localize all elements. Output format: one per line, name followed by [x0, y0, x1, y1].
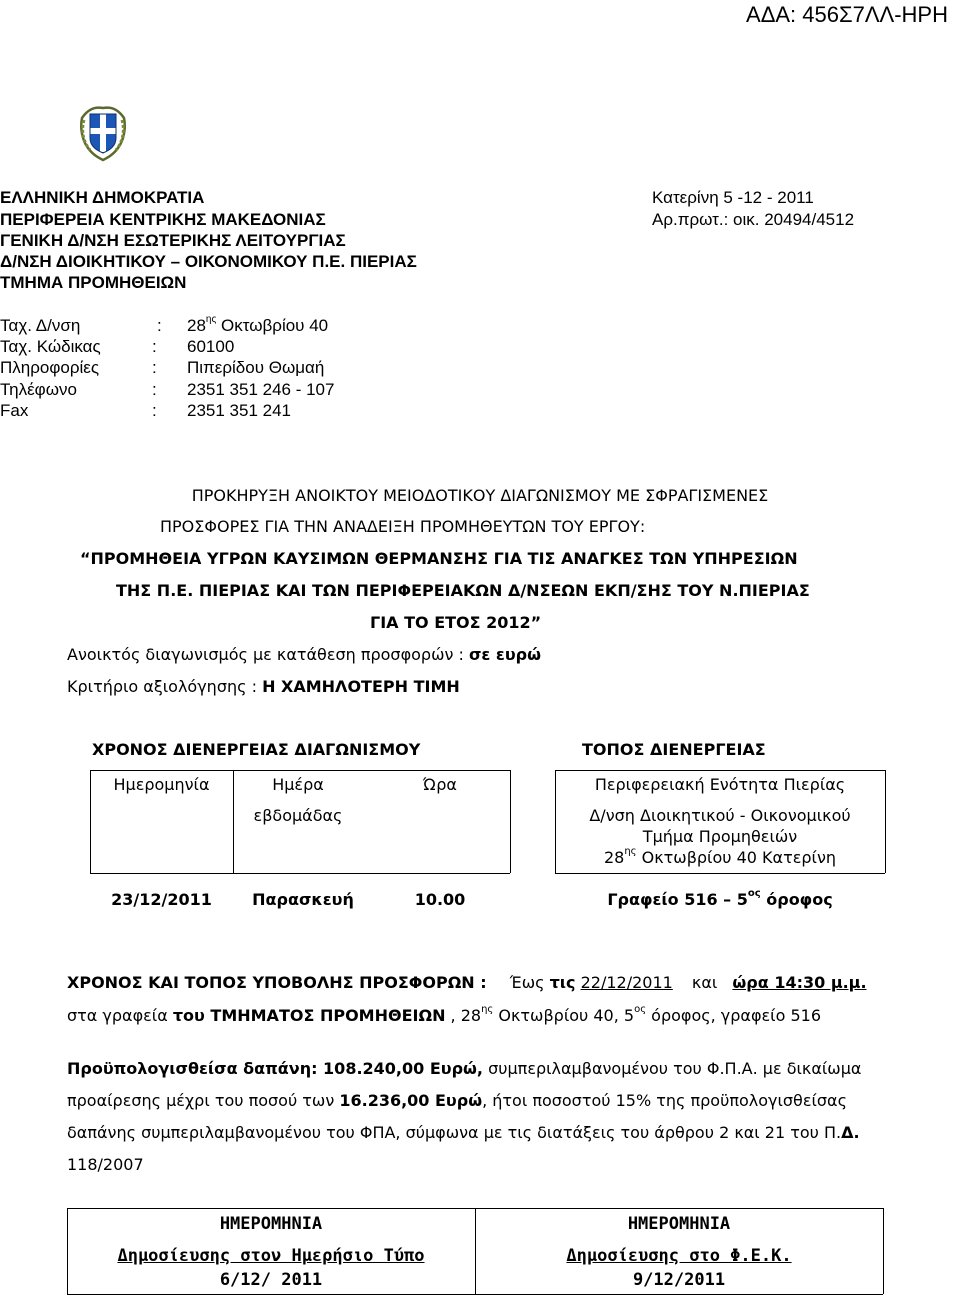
contact-sep: : [157, 316, 162, 335]
time-heading: ΧΡΟΝΟΣ ΔΙΕΝΕΡΓΕΙΑΣ ΔΙΑΓΩΝΙΣΜΟΥ [92, 740, 421, 759]
contact-value: 2351 351 241 [187, 401, 291, 420]
announcement-line-5: ΓΙΑ ΤΟ ΕΤΟΣ 2012” [370, 613, 542, 632]
budget-line-4: 118/2007 [67, 1155, 144, 1174]
contact-label: Ταχ. Δ/νση [0, 316, 81, 335]
place-line-3: Τμήμα Προμηθειών [642, 827, 798, 846]
contact-label: Fax [0, 401, 29, 420]
ada-number: ΑΔΑ: 456Σ7ΛΛ-ΗΡΗ [746, 2, 948, 27]
publication-heading-right: ΗΜΕΡΟΜΗΝΙΑ [627, 1214, 731, 1234]
contact-value: $28^{\eta\varsigma}$ Οκτωβρίου 40 [187, 314, 329, 335]
place-heading: ΤΟΠΟΣ ΔΙΕΝΕΡΓΕΙΑΣ [582, 740, 766, 759]
tender-day: Παρασκευή [252, 890, 354, 909]
place-line-4: $28^{\eta\varsigma}$ Οκτωβρίου 40 Κατερίνη [603, 846, 837, 867]
publication-date-fek: 9/12/2011 [632, 1270, 726, 1290]
announcement-line-2: ΠΡΟΣΦΟΡΕΣ ΓΙΑ ΤΗΝ ΑΝΑΔΕΙΞΗ ΠΡΟΜΗΘΕΥΤΩΝ ΤΟΥ ΕΡΓΟΥ: [160, 517, 646, 536]
submission-line-1: ΧΡΟΝΟΣ ΚΑΙ ΤΟΠΟΣ ΥΠΟΒΟΛΗΣ ΠΡΟΣΦΟΡΩΝ : Έως τις 22/12/2011 και ώρα 14:30 μ.μ. [67, 973, 867, 992]
col-day-header-1: Ημέρα [272, 775, 324, 794]
contact-sep: : [152, 401, 157, 420]
col-day-header-2: εβδομάδας [253, 806, 343, 825]
announcement-line-1: ΠΡΟΚΗΡΥΞΗ ΑΝΟΙΚΤΟΥ ΜΕΙΟΔΟΤΙΚΟΥ ΔΙΑΓΩΝΙΣΜΟΥ ΜΕ ΣΦΡΑΓΙΣΜΕΝΕΣ [191, 486, 769, 505]
org-line-5: ΤΜΗΜΑ ΠΡΟΜΗΘΕΙΩΝ [0, 273, 187, 292]
tender-date: 23/12/2011 [111, 890, 212, 909]
place-line-2: Δ/νση Διοικητικού - Οικονομικού [589, 806, 851, 825]
publication-heading-left: ΗΜΕΡΟΜΗΝΙΑ [219, 1214, 323, 1234]
col-date-header: Ημερομηνία [113, 775, 210, 794]
contact-label: Πληροφορίες [0, 358, 100, 377]
protocol-number: Αρ.πρωτ.: οικ. 20494/4512 [652, 210, 855, 229]
publication-date-press: 6/12/ 2011 [219, 1270, 323, 1290]
contact-label: Τηλέφωνο [0, 380, 77, 399]
announcement-line-4: ΤΗΣ Π.Ε. ΠΙΕΡΙΑΣ ΚΑΙ ΤΩΝ ΠΕΡΙΦΕΡΕΙΑΚΩΝ Δ/ΝΣΕΩΝ ΕΚΠ/ΣΗΣ ΤΟΥ Ν.ΠΙΕΡΙΑΣ [116, 581, 810, 600]
publication-subheading-right: Δημοσίευσης στο Φ.Ε.Κ. [566, 1246, 792, 1266]
contact-value: Πιπερίδου Θωμαή [187, 358, 325, 377]
org-line-2: ΠΕΡΙΦΕΡΕΙΑ ΚΕΝΤΡΙΚΗΣ ΜΑΚΕΔΟΝΙΑΣ [0, 210, 326, 229]
place-date: Κατερίνη 5 -12 - 2011 [652, 188, 814, 207]
contact-label: Ταχ. Κώδικας [0, 337, 101, 356]
budget-line-3: δαπάνης συμπεριλαμβανομένου του ΦΠΑ, σύμφωνα με τις διατάξεις του άρθρου 2 και 21 του Π.Δ. [67, 1123, 860, 1142]
budget-line-2: προαίρεσης μέχρι του ποσού των 16.236,00 Ευρώ, ήτοι ποσοστού 15% της προϋπολογισθείσας [67, 1091, 847, 1110]
tender-office: Γραφείο $516 - 5^{o\varsigma}$ όροφος [607, 888, 833, 909]
place-line-1: Περιφερειακή Ενότητα Πιερίας [594, 775, 846, 794]
publication-subheading-left: Δημοσίευσης στον Ημερήσιο Τύπο [117, 1246, 425, 1266]
submission-line-2: στα γραφεία του ΤΜΗΜΑΤΟΣ ΠΡΟΜΗΘΕΙΩΝ , $28^{\eta\varsigma}$ Οκτωβρίου 40, $5^{o\varsigma}$ όροφος, γραφείο 516 [67, 1004, 822, 1025]
org-line-1: ΕΛΛΗΝΙΚΗ ΔΗΜΟΚΡΑΤΙΑ [0, 188, 205, 207]
tender-type: Ανοικτός διαγωνισμός με κατάθεση προσφορών : σε ευρώ [67, 645, 541, 664]
col-time-header: Ώρα [423, 775, 457, 794]
contact-value: 60100 [187, 337, 235, 356]
org-line-4: Δ/ΝΣΗ ΔΙΟΙΚΗΤΙΚΟΥ – ΟΙΚΟΝΟΜΙΚΟΥ Π.Ε. ΠΙΕΡΙΑΣ [0, 252, 417, 271]
contact-value: 2351 351 246 - 107 [187, 380, 335, 399]
budget-line-1: Προϋπολογισθείσα δαπάνη: 108.240,00 Ευρώ, συμπεριλαμβανομένου του Φ.Π.Α. με δικαίωμα [67, 1059, 862, 1078]
contact-sep: : [152, 380, 157, 399]
tender-time: 10.00 [414, 890, 466, 909]
award-criterion: Κριτήριο αξιολόγησης : Η ΧΑΜΗΛΟΤΕΡΗ ΤΙΜΗ [67, 677, 460, 696]
contact-sep: : [152, 337, 157, 356]
org-line-3: ΓΕΝΙΚΗ Δ/ΝΣΗ ΕΣΩΤΕΡΙΚΗΣ ΛΕΙΤΟΥΡΓΙΑΣ [0, 231, 346, 250]
contact-sep: : [152, 358, 157, 377]
greek-coat-of-arms-logo [72, 102, 134, 166]
announcement-line-3: “ΠΡΟΜΗΘΕΙΑ ΥΓΡΩΝ ΚΑΥΣΙΜΩΝ ΘΕΡΜΑΝΣΗΣ ΓΙΑ ΤΙΣ ΑΝΑΓΚΕΣ ΤΩΝ ΥΠΗΡΕΣΙΩΝ [80, 549, 798, 568]
